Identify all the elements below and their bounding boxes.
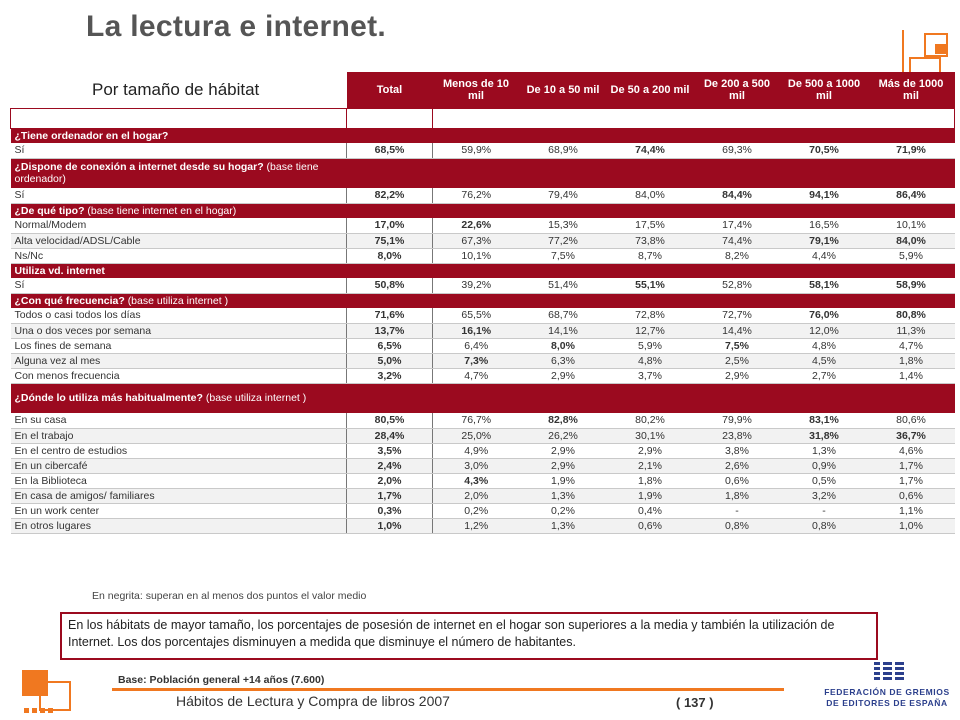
value-cell: 1,0% [868,518,955,533]
total-cell: 71,6% [347,308,433,323]
section-title [11,293,347,308]
total-cell: 6,5% [347,338,433,353]
column-header: De 500 a 1000 mil [781,72,868,108]
section-base-note: (base utiliza internet ) [127,294,229,307]
column-header: De 10 a 50 mil [520,72,607,108]
table-row [11,218,955,233]
value-cell: 71,9% [868,143,955,158]
value-cell: 7,3% [433,353,520,368]
column-header: Total [347,72,433,108]
row-label: Todos o casi todos los días [11,308,347,323]
section-question: ¿Dónde lo utiliza más habitualmente? [14,392,203,405]
total-cell: 17,0% [347,218,433,233]
table-row [11,443,955,458]
section-question: ¿Dispone de conexión a internet desde su hogar? [14,161,264,174]
row-label: En un cibercafé [11,458,347,473]
value-cell: 1,3% [520,488,607,503]
value-cell: 94,1% [781,188,868,203]
row-label: Ns/Nc [11,248,347,263]
total-cell: 2,0% [347,473,433,488]
value-cell: 3,2% [781,488,868,503]
value-cell: - [781,503,868,518]
data-table [10,72,955,534]
value-cell: 25,0% [433,428,520,443]
value-cell: 7,5% [694,338,781,353]
row-label: Sí [11,188,347,203]
total-cell: 50,8% [347,278,433,293]
value-cell: 72,8% [607,308,694,323]
row-label: En casa de amigos/ familiares [11,488,347,503]
value-cell: 79,4% [520,188,607,203]
value-cell: 4,5% [781,353,868,368]
total-cell: 80,5% [347,413,433,428]
value-cell: 0,5% [781,473,868,488]
table-row [11,458,955,473]
value-cell: 6,4% [433,338,520,353]
value-cell: 77,2% [520,233,607,248]
value-cell: 65,5% [433,308,520,323]
row-label: Sí [11,143,347,158]
section-header-row [11,293,955,308]
value-cell: 68,7% [520,308,607,323]
value-cell: 80,6% [868,413,955,428]
value-cell: 0,2% [433,503,520,518]
total-cell: 8,0% [347,248,433,263]
total-cell: 1,7% [347,488,433,503]
value-cell: 8,0% [520,338,607,353]
value-cell: 1,1% [868,503,955,518]
value-cell: 67,3% [433,233,520,248]
total-cell: 75,1% [347,233,433,248]
base-value: Población general +14 años (7.600) [149,674,325,686]
value-cell: 2,5% [694,353,781,368]
value-cell: 16,1% [433,323,520,338]
value-cell: 11,3% [868,323,955,338]
value-cell: 4,6% [868,443,955,458]
value-cell: 1,3% [781,443,868,458]
section-fill [347,203,955,218]
base-note [118,674,324,686]
table-row [11,188,955,203]
value-cell: 7,5% [520,248,607,263]
summary-box [60,612,878,660]
value-cell: 16,5% [781,218,868,233]
value-cell: 59,9% [433,143,520,158]
value-cell: 12,7% [607,323,694,338]
value-cell: 84,4% [694,188,781,203]
value-cell: 74,4% [607,143,694,158]
row-label: En el centro de estudios [11,443,347,458]
value-cell: 0,4% [607,503,694,518]
section-header-row [11,203,955,218]
value-cell: - [694,503,781,518]
section-header-row [11,383,955,413]
value-cell: 10,1% [868,218,955,233]
value-cell: 52,8% [694,278,781,293]
value-cell: 2,0% [433,488,520,503]
column-header: Menos de 10 mil [433,72,520,108]
value-cell: 2,6% [694,458,781,473]
value-cell: 5,9% [868,248,955,263]
value-cell: 80,2% [607,413,694,428]
value-cell: 69,3% [694,143,781,158]
total-cell: 82,2% [347,188,433,203]
value-cell: 36,7% [868,428,955,443]
value-cell: 2,9% [694,368,781,383]
value-cell: 31,8% [781,428,868,443]
row-label: Sí [11,278,347,293]
value-cell: 2,1% [607,458,694,473]
table-row [11,488,955,503]
value-cell: 84,0% [607,188,694,203]
value-cell: 68,9% [520,143,607,158]
value-cell: 2,9% [520,443,607,458]
value-cell: 1,8% [694,488,781,503]
section-base-note: (base utiliza internet ) [205,392,307,405]
section-question: Utiliza vd. internet [14,264,105,277]
section-question: ¿Tiene ordenador en el hogar? [14,129,169,142]
value-cell: 82,8% [520,413,607,428]
value-cell: 70,5% [781,143,868,158]
value-cell: 80,8% [868,308,955,323]
value-cell: 8,2% [694,248,781,263]
value-cell: 12,0% [781,323,868,338]
section-header-row [11,263,955,278]
column-header: De 200 a 500 mil [694,72,781,108]
value-cell: 14,1% [520,323,607,338]
total-cell: 28,4% [347,428,433,443]
value-cell: 72,7% [694,308,781,323]
total-cell: 0,3% [347,503,433,518]
value-cell: 1,9% [607,488,694,503]
value-cell: 0,6% [694,473,781,488]
section-fill [347,128,955,143]
row-label: Normal/Modem [11,218,347,233]
value-cell: 1,4% [868,368,955,383]
value-cell: 4,4% [781,248,868,263]
table-row [11,278,955,293]
footer-divider [112,688,784,691]
base-label: Base: [118,674,147,686]
value-cell: 1,7% [868,473,955,488]
page-number: ( 137 ) [676,695,714,710]
value-cell: 79,1% [781,233,868,248]
section-title [11,128,347,143]
row-label: En su casa [11,413,347,428]
row-label: En otros lugares [11,518,347,533]
value-cell: 6,3% [520,353,607,368]
value-cell: 4,8% [781,338,868,353]
table-row [11,143,955,158]
value-cell: 2,9% [520,368,607,383]
section-header-row [11,128,955,143]
row-label: En la Biblioteca [11,473,347,488]
row-label: Con menos frecuencia [11,368,347,383]
section-base-note: (base tiene internet en el hogar) [87,204,237,217]
logo-line-1: FEDERACIÓN DE GREMIOS [824,687,950,697]
value-cell: 2,7% [781,368,868,383]
section-title [11,158,347,188]
table-row [11,473,955,488]
value-cell: 26,2% [520,428,607,443]
value-cell: 15,3% [520,218,607,233]
row-label: En el trabajo [11,428,347,443]
section-title [11,263,347,278]
value-cell: 79,9% [694,413,781,428]
value-cell: 0,2% [520,503,607,518]
value-cell: 83,1% [781,413,868,428]
value-cell: 1,8% [607,473,694,488]
section-question: ¿Con qué frecuencia? [14,294,125,307]
value-cell: 17,4% [694,218,781,233]
total-cell: 1,0% [347,518,433,533]
column-header: De 50 a 200 mil [607,72,694,108]
table-row [11,323,955,338]
logo-line-2: DE EDITORES DE ESPAÑA [826,698,948,708]
section-title [11,203,347,218]
section-header-row [11,158,955,188]
section-fill [347,383,955,413]
footer-title: Hábitos de Lectura y Compra de libros 2007 [176,693,450,709]
value-cell: 14,4% [694,323,781,338]
page-title: La lectura e internet. [86,10,387,43]
value-cell: 84,0% [868,233,955,248]
section-title [11,383,347,413]
total-cell: 13,7% [347,323,433,338]
value-cell: 51,4% [520,278,607,293]
total-cell: 5,0% [347,353,433,368]
value-cell: 30,1% [607,428,694,443]
table-row [11,518,955,533]
value-cell: 2,9% [607,443,694,458]
value-cell: 1,7% [868,458,955,473]
value-cell: 58,1% [781,278,868,293]
table-row [11,338,955,353]
total-cell: 3,5% [347,443,433,458]
bold-legend-note: En negrita: superan en al menos dos puntos el valor medio [92,590,367,602]
value-cell: 1,9% [520,473,607,488]
value-cell: 1,8% [868,353,955,368]
value-cell: 4,7% [868,338,955,353]
table-subtitle: Por tamaño de hábitat [92,80,260,99]
value-cell: 58,9% [868,278,955,293]
value-cell: 55,1% [607,278,694,293]
value-cell: 4,8% [607,353,694,368]
value-cell: 0,8% [781,518,868,533]
value-cell: 22,6% [433,218,520,233]
value-cell: 8,7% [607,248,694,263]
row-label: Alguna vez al mes [11,353,347,368]
row-label: Alta velocidad/ADSL/Cable [11,233,347,248]
value-cell: 39,2% [433,278,520,293]
table-row [11,248,955,263]
value-cell: 3,0% [433,458,520,473]
decorative-squares-icon [20,664,84,718]
section-fill [347,158,955,188]
table-row [11,233,955,248]
section-base-note: (base tiene ordenador) [14,161,319,186]
table-row [11,368,955,383]
summary-text: En los hábitats de mayor tamaño, los porcentajes de posesión de internet en el hogar son superiores a la media y también la utilización de Internet. Los dos porcentajes disminuyen a medida que disminuye el número de habitantes. [68,618,835,649]
row-label: En un work center [11,503,347,518]
table-row [11,413,955,428]
value-cell: 0,6% [607,518,694,533]
total-cell: 2,4% [347,458,433,473]
value-cell: 4,9% [433,443,520,458]
section-fill [347,263,955,278]
total-cell: 68,5% [347,143,433,158]
table-spacer-row [11,108,955,128]
table-row [11,353,955,368]
value-cell: 5,9% [607,338,694,353]
row-label: Los fines de semana [11,338,347,353]
value-cell: 76,0% [781,308,868,323]
value-cell: 0,9% [781,458,868,473]
value-cell: 73,8% [607,233,694,248]
table-row [11,503,955,518]
row-label: Una o dos veces por semana [11,323,347,338]
value-cell: 4,3% [433,473,520,488]
column-header: Más de 1000 mil [868,72,955,108]
value-cell: 76,2% [433,188,520,203]
value-cell: 3,8% [694,443,781,458]
table-body [11,108,955,533]
value-cell: 76,7% [433,413,520,428]
table-row [11,428,955,443]
value-cell: 23,8% [694,428,781,443]
value-cell: 10,1% [433,248,520,263]
value-cell: 0,6% [868,488,955,503]
value-cell: 1,2% [433,518,520,533]
value-cell: 4,7% [433,368,520,383]
value-cell: 2,9% [520,458,607,473]
value-cell: 1,3% [520,518,607,533]
value-cell: 86,4% [868,188,955,203]
value-cell: 17,5% [607,218,694,233]
value-cell: 74,4% [694,233,781,248]
table-row [11,308,955,323]
total-cell: 3,2% [347,368,433,383]
section-fill [347,293,955,308]
value-cell: 0,8% [694,518,781,533]
value-cell: 3,7% [607,368,694,383]
federation-logo-text [822,687,952,709]
section-question: ¿De qué tipo? [14,204,85,217]
